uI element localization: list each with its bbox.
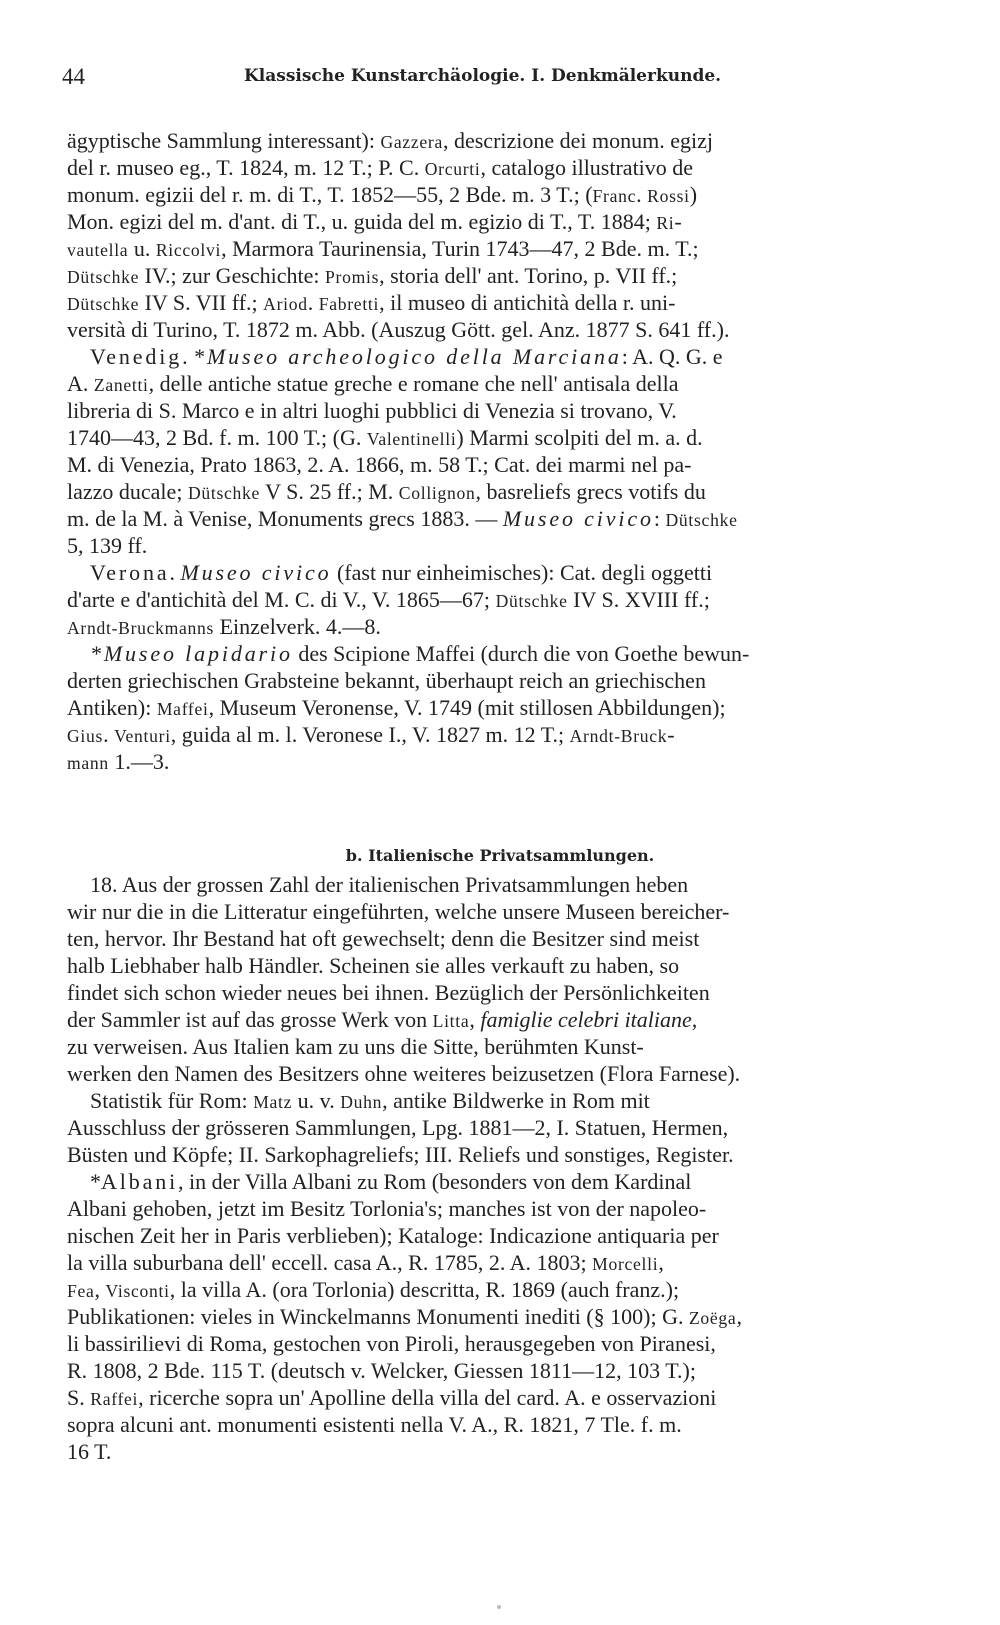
spaced-term: Museo civico xyxy=(502,506,654,531)
author-name: Visconti xyxy=(105,1281,170,1301)
author-name: Arndt-Bruck xyxy=(569,726,668,746)
text-line: sopra alcuni ant. monumenti esistenti nella V. A., R. 1821, 7 Tle. f. m. xyxy=(67,1412,682,1437)
text-line: wir nur die in die Litteratur eingeführten, welche unsere Museen bereicher- xyxy=(67,899,730,924)
text-line: Arndt-Bruckmanns Einzelverk. 4.—8. xyxy=(67,614,381,639)
text-line: M. di Venezia, Prato 1863, 2. A. 1866, m. 58 T.; Cat. dei marmi nel pa- xyxy=(67,452,692,477)
text-line: li bassirilievi di Roma, gestochen von Piroli, herausgegeben von Piranesi, xyxy=(67,1331,716,1356)
author-name: Fabretti xyxy=(318,294,380,314)
text-line: versità di Turino, T. 1872 m. Abb. (Auszug Gött. gel. Anz. 1877 S. 641 ff.). xyxy=(67,317,730,342)
text-line: Antiken): Maffei, Museum Veronense, V. 1749 (mit stillosen Abbildungen); xyxy=(67,695,726,720)
italic-text xyxy=(90,641,293,666)
text-line: Gius. Venturi, guida al m. l. Veronese I., V. 1827 m. 12 T.; Arndt-Bruck- xyxy=(67,722,675,747)
author-name: Ariod xyxy=(263,294,308,314)
author-name: Zoëga xyxy=(688,1308,737,1328)
author-name: Zanetti xyxy=(93,375,149,395)
text-line: ten, hervor. Ihr Bestand hat oft gewechselt; denn die Besitzer sind meist xyxy=(67,926,700,951)
text-line: Dütschke IV.; zur Geschichte: Promis, storia dell' ant. Torino, p. VII ff.; xyxy=(67,263,678,288)
page-header xyxy=(62,64,952,94)
text-line: m. de la M. à Venise, Monuments grecs 1883. — Museo civico: Dütschke xyxy=(67,506,738,531)
author-name: Ri xyxy=(656,213,675,233)
text-line: Verona. Museo civico (fast nur einheimisches): Cat. degli oggetti xyxy=(90,560,713,585)
text-line: Dütschke IV S. VII ff.; Ariod. Fabretti, il museo di antichità della r. uni- xyxy=(67,290,676,315)
text-line: A. Zanetti, delle antiche statue greche e romane che nell' antisala della xyxy=(67,371,679,396)
text-line: der Sammler ist auf das grosse Werk von Litta, famiglie celebri italiane, xyxy=(67,1007,698,1032)
italic-text: famiglie celebri italiane, xyxy=(480,1007,698,1032)
text-line: del r. museo eg., T. 1824, m. 12 T.; P. C. Orcurti, catalogo illustrativo de xyxy=(67,155,694,180)
author-name: Dütschke xyxy=(665,510,738,530)
text-line: *Albani, in der Villa Albani zu Rom (besonders von dem Kardinal xyxy=(90,1169,692,1194)
spaced-term: Verona xyxy=(90,560,170,585)
text-line: derten griechischen Grabsteine bekannt, überhaupt reich an griechischen xyxy=(67,668,706,693)
text-line: S. Raffei, ricerche sopra un' Apolline della villa del card. A. e osservazioni xyxy=(67,1385,717,1410)
author-name: Gius xyxy=(67,726,104,746)
author-name: Orcurti xyxy=(424,159,481,179)
text-line: werken den Namen des Besitzers ohne weiteres beizusetzen (Flora Farnese). xyxy=(67,1061,741,1086)
text-line: Publikationen: vieles in Winckelmanns Monumenti inediti (§ 100); G. Zoëga, xyxy=(67,1304,742,1329)
author-name: Franc xyxy=(592,186,637,206)
spaced-term: *Museo archeologico della Marciana xyxy=(193,344,622,369)
text-line: vautella u. Riccolvi, Marmora Taurinensia, Turin 1743—47, 2 Bde. m. T.; xyxy=(67,236,699,261)
author-name: Maffei xyxy=(156,699,209,719)
text-line: 16 T. xyxy=(67,1439,112,1464)
italic-text xyxy=(503,506,654,531)
spaced-term: Albani xyxy=(101,1169,179,1194)
author-name: Riccolvi xyxy=(155,240,222,260)
author-name: Duhn xyxy=(340,1092,383,1112)
author-name: Fea xyxy=(67,1281,95,1301)
running-title: Klassische Kunstarchäologie. I. Denkmälerkunde. xyxy=(244,66,722,86)
page-number: 44 xyxy=(62,64,85,89)
italic-text xyxy=(180,560,331,585)
author-name: Arndt-Bruckmanns xyxy=(67,618,215,638)
author-name: Venturi xyxy=(114,726,171,746)
text-line: halb Liebhaber halb Händler. Scheinen sie alles verkauft zu haben, so xyxy=(67,953,680,978)
text-line: *Museo lapidario des Scipione Maffei (durch die von Goethe bewun- xyxy=(90,641,750,666)
text-line: Mon. egizi del m. d'ant. di T., u. guida del m. egizio di T., T. 1884; Ri- xyxy=(67,209,682,234)
spaced-term: *Museo lapidario xyxy=(90,641,293,666)
text-line: Fea, Visconti, la villa A. (ora Torlonia) descritta, R. 1869 (auch franz.); xyxy=(67,1277,680,1302)
section-heading: b. Italienische Privatsammlungen. xyxy=(345,846,655,865)
spaced-term: Museo civico xyxy=(180,560,332,585)
spaced-term: Venedig xyxy=(90,344,183,369)
author-name: Rossi xyxy=(647,186,690,206)
author-name: Dütschke xyxy=(495,591,568,611)
author-name: Raffei xyxy=(90,1389,139,1409)
author-name: Collignon xyxy=(398,483,476,503)
text-line: 1740—43, 2 Bd. f. m. 100 T.; (G. Valentinelli) Marmi scolpiti del m. a. d. xyxy=(67,425,703,450)
text-line: la villa suburbana dell' eccell. casa A., R. 1785, 2. A. 1803; Morcelli, xyxy=(67,1250,664,1275)
text-line: R. 1808, 2 Bde. 115 T. (deutsch v. Welcker, Giessen 1811—12, 103 T.); xyxy=(67,1358,696,1383)
author-name: Dütschke xyxy=(187,483,261,503)
text-line: Ausschluss der grösseren Sammlungen, Lpg. 1881—2, I. Statuen, Hermen, xyxy=(67,1115,729,1140)
text-line: findet sich schon wieder neues bei ihnen. Bezüglich der Persönlichkeiten xyxy=(67,980,710,1005)
author-name: Dütschke xyxy=(67,267,140,287)
text-line: monum. egizii del r. m. di T., T. 1852—55, 2 Bde. m. 3 T.; (Franc. Rossi) xyxy=(67,182,698,207)
author-name: Litta xyxy=(432,1011,470,1031)
text-line: Statistik für Rom: Matz u. v. Duhn, antike Bildwerke in Rom mit xyxy=(90,1088,650,1113)
author-name: Morcelli xyxy=(592,1254,659,1274)
text-line: ägyptische Sammlung interessant): Gazzera, descrizione dei monum. egizj xyxy=(67,128,714,153)
text-line: Büsten und Köpfe; II. Sarkophagreliefs; III. Reliefs und sonstiges, Register. xyxy=(67,1142,734,1167)
author-name: Promis xyxy=(325,267,380,287)
author-name: Gazzera xyxy=(380,132,443,152)
text-line: zu verweisen. Aus Italien kam zu uns die Sitte, berühmten Kunst- xyxy=(67,1034,644,1059)
page-mark xyxy=(497,1605,501,1609)
text-line: nischen Zeit her in Paris verblieben); Kataloge: Indicazione antiquaria per xyxy=(67,1223,719,1248)
author-name: Dütschke xyxy=(67,294,140,314)
author-name: Matz xyxy=(253,1092,293,1112)
text-line: 18. Aus der grossen Zahl der italienischen Privatsammlungen heben xyxy=(90,872,689,897)
author-name: mann xyxy=(67,753,109,773)
italic-text xyxy=(193,344,622,369)
text-line: lazzo ducale; Dütschke V S. 25 ff.; M. Collignon, basreliefs grecs votifs du xyxy=(67,479,706,504)
text-line: d'arte e d'antichità del M. C. di V., V. 1865—67; Dütschke IV S. XVIII ff.; xyxy=(67,587,710,612)
text-line: mann 1.—3. xyxy=(67,749,170,774)
text-line: libreria di S. Marco e in altri luoghi pubblici di Venezia si trovano, V. xyxy=(67,398,677,423)
text-line: 5, 139 ff. xyxy=(67,533,148,558)
author-name: vautella xyxy=(67,240,129,260)
text-line: Venedig. *Museo archeologico della Marciana: A. Q. G. e xyxy=(90,344,723,369)
author-name: Valentinelli xyxy=(366,429,457,449)
text-line: Albani gehoben, jetzt im Besitz Torlonia's; manches ist von der napoleo- xyxy=(67,1196,707,1221)
